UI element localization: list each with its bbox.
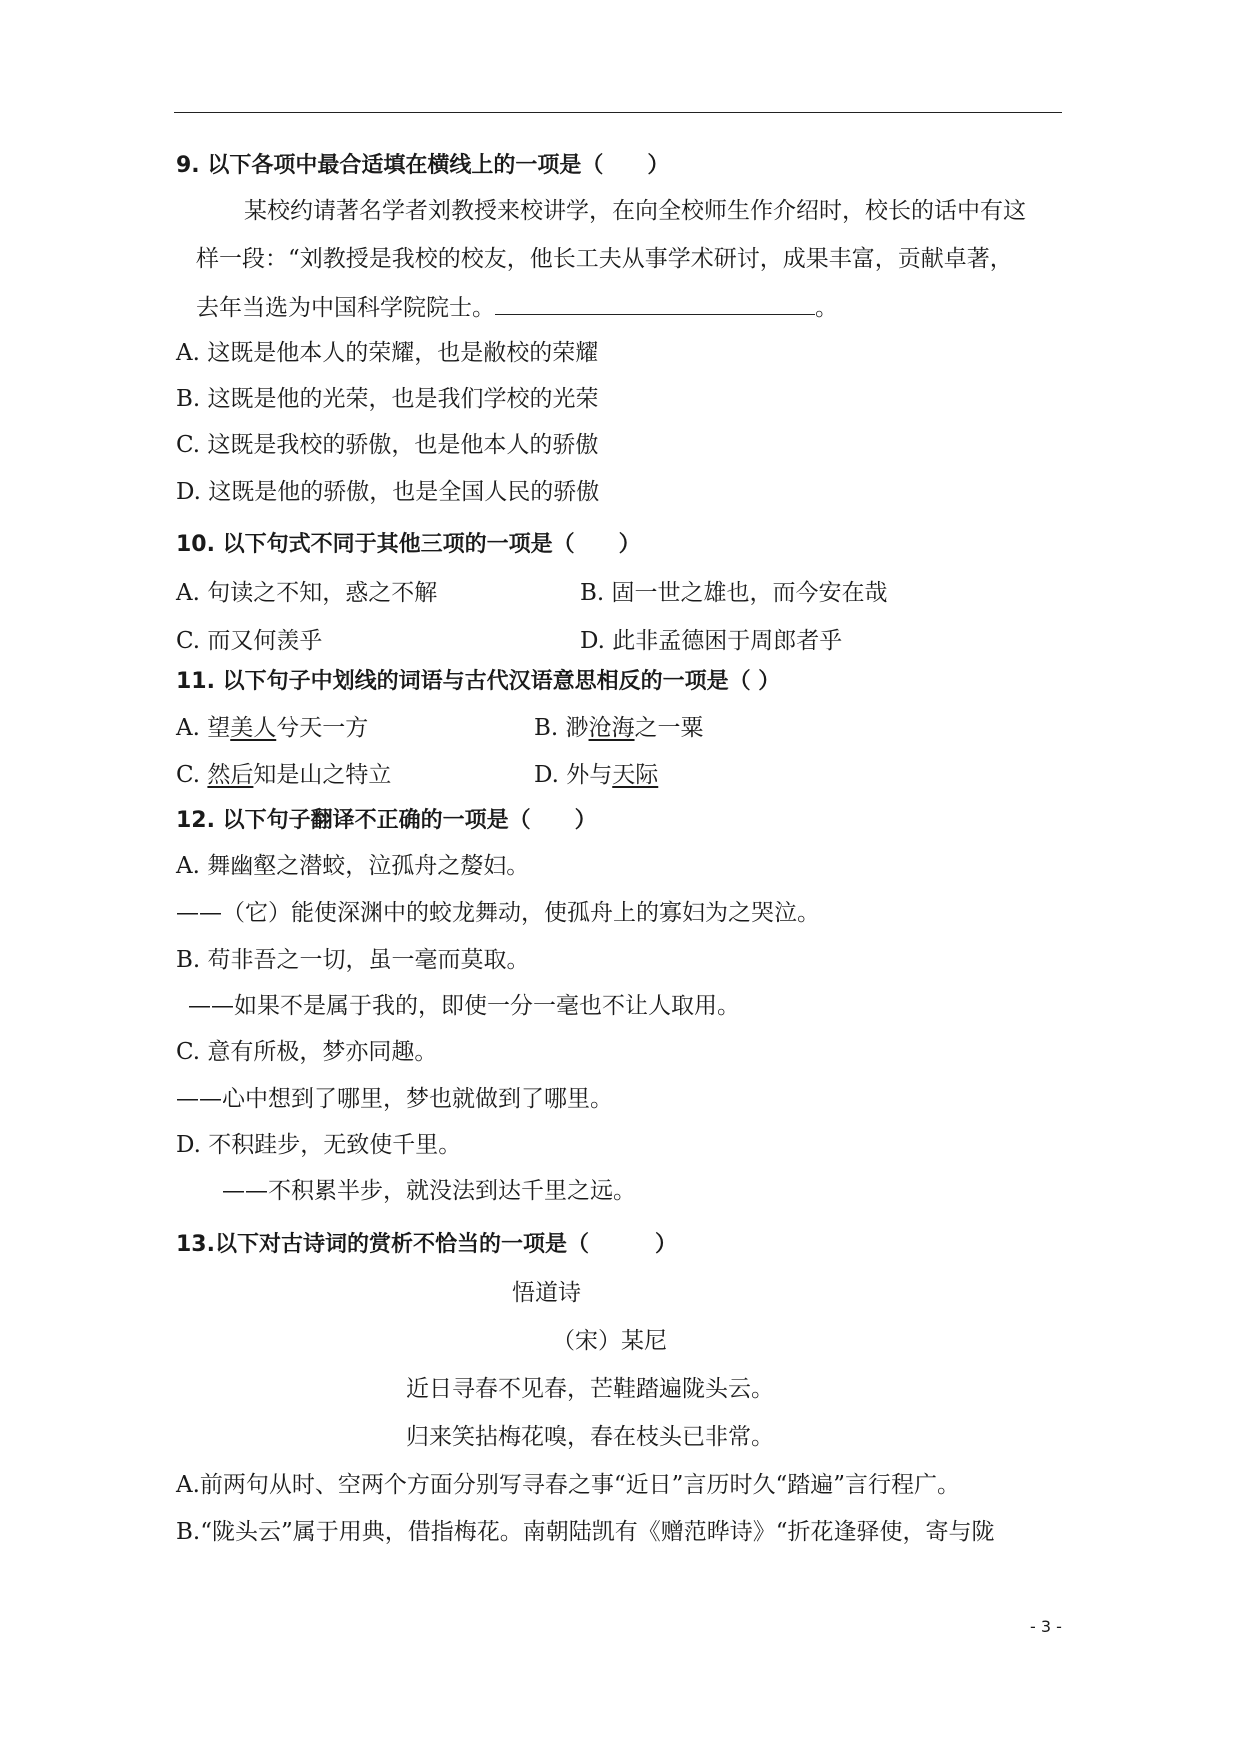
- q11-option-c: [176, 760, 391, 790]
- q12-line: ——不积累半步，就没法到达千里之远。: [222, 1178, 636, 1204]
- q12-line: ——心中想到了哪里，梦也就做到了哪里。: [176, 1086, 613, 1112]
- q9-option-d: D. 这既是他的骄傲，也是全国人民的骄傲: [176, 479, 600, 505]
- q12-stem: 12. 以下句子翻译不正确的一项是（ ）: [176, 808, 597, 833]
- poem-author: （宋）某尼: [552, 1328, 667, 1354]
- q11-c-suffix: 知是山之特立: [253, 762, 392, 788]
- page-number: - 3 -: [1030, 1617, 1062, 1636]
- q9-para-line-1: 某校约请著名学者刘教授来校讲学，在向全校师生作介绍时，校长的话中有这: [244, 198, 1026, 224]
- q12-line: D. 不积跬步，无致使千里。: [176, 1132, 462, 1158]
- q9-para-line-3: [196, 290, 838, 323]
- q11-a-underlined: 美人: [230, 715, 277, 741]
- poem-line-2: 归来笑拈梅花嗅，春在枝头已非常。: [406, 1424, 774, 1450]
- q11-b-prefix: B. 渺: [534, 715, 589, 741]
- q9-para-end: 。: [815, 295, 838, 321]
- q10-option-b: B. 固一世之雄也，而今安在哉: [580, 580, 888, 606]
- q9-stem: 9. 以下各项中最合适填在横线上的一项是（ ）: [176, 153, 670, 178]
- poem-line-1: 近日寻春不见春，芒鞋踏遍陇头云。: [406, 1376, 774, 1402]
- q9-para-line-2: 样一段：“刘教授是我校的校友，他长工夫从事学术研讨，成果丰富，贡献卓著，: [196, 246, 1013, 272]
- q12-line: ——如果不是属于我的，即使一分一毫也不让人取用。: [188, 993, 740, 1019]
- q11-a-prefix: A. 望: [176, 715, 231, 741]
- q10-option-d: D. 此非孟德困于周郎者乎: [580, 628, 843, 654]
- q9-option-a: A. 这既是他本人的荣耀，也是敝校的荣耀: [176, 340, 599, 366]
- q12-line: B. 苟非吾之一切，虽一毫而莫取。: [176, 947, 530, 973]
- q11-a-suffix: 兮天一方: [276, 715, 369, 741]
- q10-option-c: C. 而又何羡乎: [176, 628, 323, 654]
- q11-c-underlined: 然后: [207, 762, 254, 788]
- q11-option-d: [534, 760, 658, 790]
- q11-d-prefix: D. 外与: [534, 762, 613, 788]
- q10-stem: 10. 以下句式不同于其他三项的一项是（ ）: [176, 532, 641, 557]
- q13-option-a: A.前两句从时、空两个方面分别写寻春之事“近日”言历时久“踏遍”言行程广。: [176, 1472, 960, 1498]
- q11-option-a: [176, 713, 368, 743]
- poem-title: 悟道诗: [512, 1280, 581, 1306]
- q9-option-c: C. 这既是我校的骄傲，也是他本人的骄傲: [176, 432, 599, 458]
- q9-para-text: 去年当选为中国科学院院士。: [196, 295, 495, 321]
- q11-c-prefix: C.: [176, 762, 208, 788]
- q12-line: ——（它）能使深渊中的蛟龙舞动，使孤舟上的寡妇为之哭泣。: [176, 900, 820, 926]
- q9-option-b: B. 这既是他的光荣，也是我们学校的光荣: [176, 386, 599, 412]
- answer-blank: [495, 290, 815, 315]
- q11-stem: 11. 以下句子中划线的词语与古代汉语意思相反的一项是（ ）: [176, 669, 781, 694]
- q13-option-b: B.“陇头云”属于用典，借指梅花。南朝陆凯有《赠范晔诗》“折花逢驿使，寄与陇: [176, 1519, 995, 1545]
- q11-option-b: [534, 713, 704, 743]
- header-rule: [174, 112, 1062, 113]
- q10-option-a: A. 句读之不知，惑之不解: [176, 580, 438, 606]
- q11-d-underlined: 天际: [612, 762, 659, 788]
- q13-stem: 13.以下对古诗词的赏析不恰当的一项是（ ）: [176, 1232, 677, 1257]
- q12-line: A. 舞幽壑之潜蛟，泣孤舟之嫠妇。: [176, 853, 530, 879]
- q12-line: C. 意有所极，梦亦同趣。: [176, 1039, 438, 1065]
- q11-b-underlined: 沧海: [588, 715, 635, 741]
- q11-b-suffix: 之一粟: [634, 715, 704, 741]
